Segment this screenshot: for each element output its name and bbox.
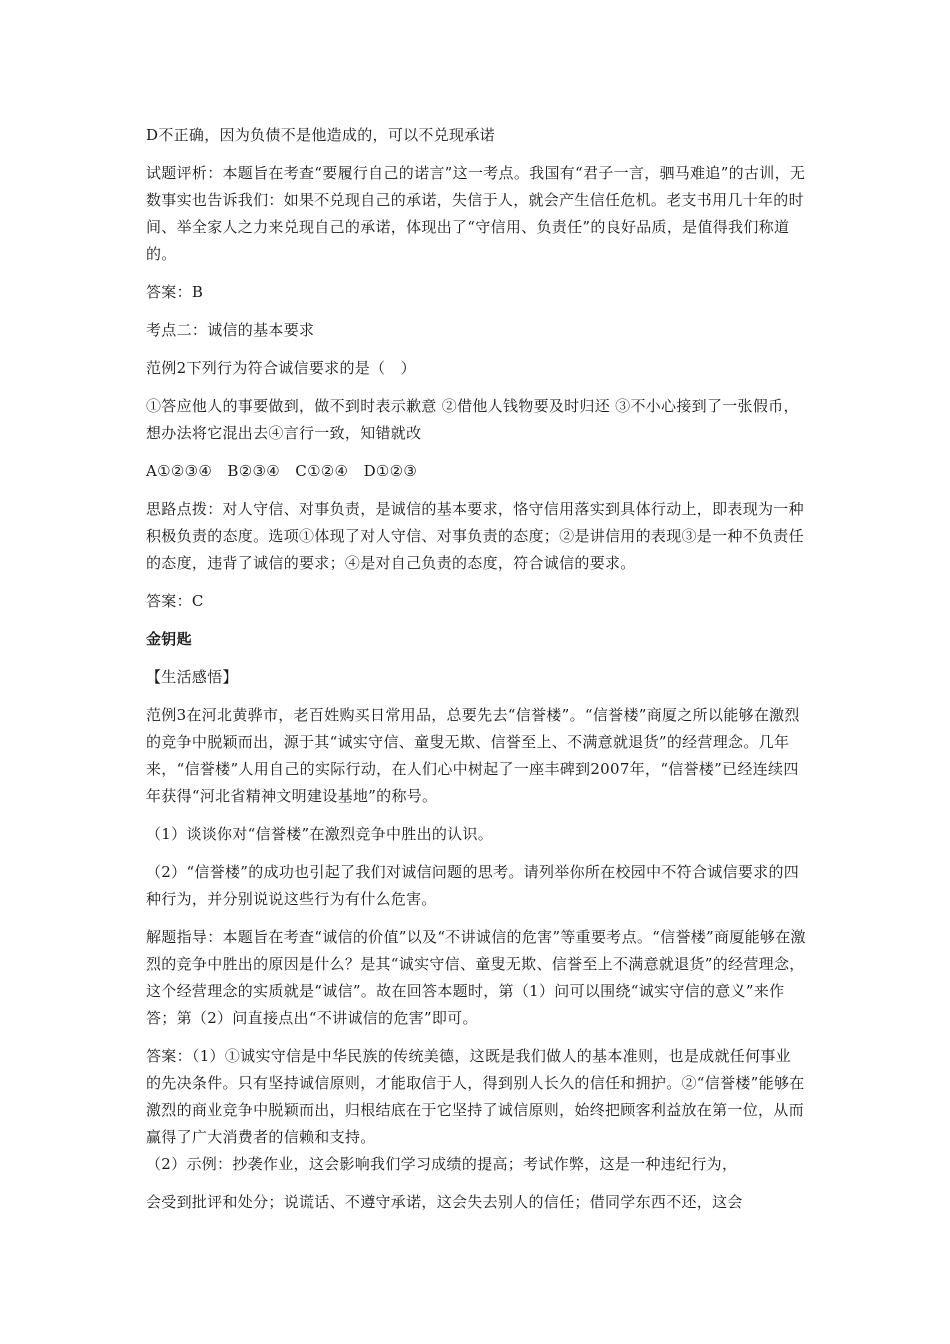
topic-2-heading: 考点二：诚信的基本要求 — [146, 321, 315, 339]
example-2-question: 范例2下列行为符合诚信要求的是（ ） — [146, 359, 416, 377]
analysis-paragraph: 试题评析：本题旨在考查“要履行自己的诺言”这一考点。我国有“君子一言，驷马难追”的古训，无数事实也告诉我们：如果不兑现自己的承诺，失信于人，就会产生信任危机。老支书用几十年的时间、举全家人之力来兑现自己的承诺，体现出了“守信用、负责任”的良好品质，是值得我们称道的。 — [146, 164, 806, 263]
thinking-hint: 思路点拨：对人守信、对事负责，是诚信的基本要求，恪守信用落实到具体行动上，即表现为一种积极负责的态度。选项①体现了对人守信、对事负责的态度；②是讲信用的表现③是一种不负责任的态度，违背了诚信的要求；④是对自己负责的态度，符合诚信的要求。 — [146, 500, 804, 572]
example-2-options: A①②③④ B②③④ C①②④ D①②③ — [146, 462, 418, 480]
example-3-text: 范例3在河北黄骅市，老百姓购买日常用品，总要先去“信誉楼”。“信誉楼”商厦之所以能够在激烈的竞争中脱颖而出，源于其“诚实守信、童叟无欺、信誉至上、不满意就退货”的经营理念。几年来，“信誉楼”人用自己的实际行动，在人们心中树起了一座丰碑到2007年，“信誉楼”已经连续四年获得“河北省精神文明建设基地”的称号。 — [146, 706, 800, 805]
solution-guide: 解题指导：本题旨在考查“诚信的价值”以及“不讲诚信的危害”等重要考点。“信誉楼”商厦能够在激烈的竞争中胜出的原因是什么？是其“诚实守信、童叟无欺、信誉至上不满意就退货”的经营理念，这个经营理念的实质就是“诚信”。故在回答本题时，第（1）问可以围绕“诚实守信的意义”来作答；第（2）问直接点出“不讲诚信的危害”即可。 — [146, 928, 806, 1027]
answer-1: 答案：B — [146, 283, 204, 301]
question-1: （1）谈谈你对“信誉楼”在激烈竞争中胜出的认识。 — [146, 825, 494, 843]
document-page — [146, 122, 806, 1227]
answer-3-part-2-line-1: （2）示例：抄袭作业，这会影响我们学习成绩的提高；考试作弊，这是一种违纪行为， — [146, 1155, 738, 1173]
answer-3-part-1: 答案：（1）①诚实守信是中华民族的传统美德，这既是我们做人的基本准则，也是成就任何事业的先决条件。只有坚持诚信原则，才能取信于人，得到别人长久的信任和拥护。②“信誉楼”能够在激烈的商业竞争中脱颖而出，归根结底在于它坚持了诚信原则，始终把顾客利益放在第一位，从而赢得了广大消费者的信赖和支持。 — [146, 1047, 805, 1146]
option-d-text: D不正确，因为负债不是他造成的，可以不兑现承诺 — [146, 126, 495, 144]
golden-key-heading: 金钥匙 — [146, 630, 192, 648]
example-2-statements: ①答应他人的事要做到，做不到时表示歉意 ②借他人钱物要及时归还 ③不小心接到了一张假币，想办法将它混出去④言行一致，知错就改 — [146, 397, 799, 442]
question-2: （2）“信誉楼”的成功也引起了我们对诚信问题的思考。请列举你所在校园中不符合诚信要求的四种行为，并分别说说这些行为有什么危害。 — [146, 863, 800, 908]
answer-2: 答案：C — [146, 592, 204, 610]
answer-3-part-2-line-2: 会受到批评和处分；说谎话、不遵守承诺，这会失去别人的信任；借同学东西不还，这会 — [146, 1193, 743, 1211]
life-insight-heading: 【生活感悟】 — [146, 668, 238, 686]
